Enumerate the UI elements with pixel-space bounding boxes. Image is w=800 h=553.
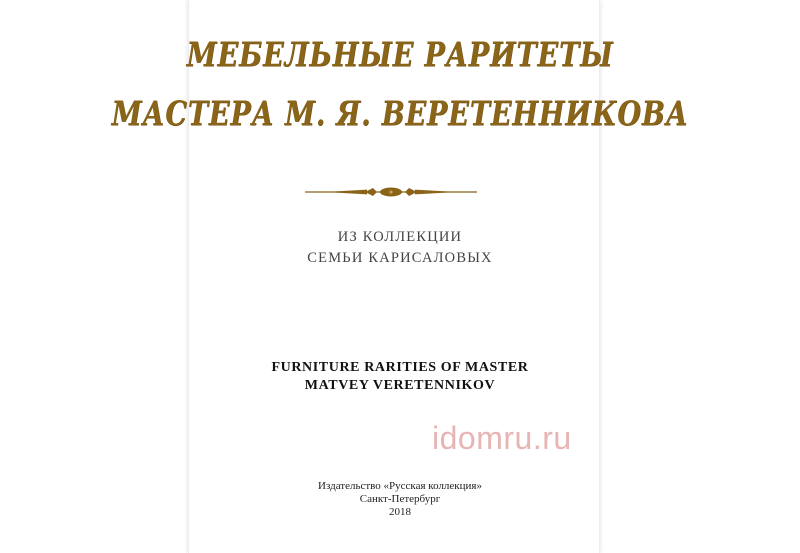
publication-year: 2018 (389, 506, 411, 518)
title-page (188, 0, 600, 553)
subtitle-line-1: ИЗ КОЛЛЕКЦИИ (337, 229, 463, 245)
subtitle-line-2: СЕМЬИ КАРИСАЛОВЫХ (307, 250, 493, 266)
ornament-divider (305, 186, 477, 198)
russian-title-line-2: МАСТЕРА М. Я. ВЕРЕТЕННИКОВА (111, 94, 689, 134)
english-title-line-2: MATVEY VERETENNIKOV (304, 378, 496, 393)
watermark: idomru.ru (432, 420, 572, 456)
publisher-city: Санкт-Петербург (359, 493, 441, 505)
publisher-name: Издательство «Русская коллекция» (318, 480, 482, 492)
english-title-line-1: FURNITURE RARITIES OF MASTER (271, 360, 529, 375)
russian-title-line-1: МЕБЕЛЬНЫЕ РАРИТЕТЫ (186, 35, 614, 75)
